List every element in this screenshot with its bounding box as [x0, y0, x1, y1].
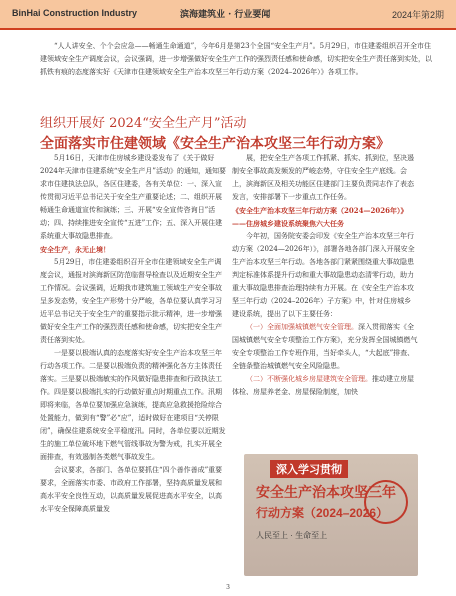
- plan-heading: 《安全生产治本攻坚三年行动方案（2024—2026年）》: [232, 206, 408, 215]
- body-paragraph: 今年初，国务院安委会印发《安全生产治本攻坚三年行动方案（2024—2026年）》，部署各地各部门深入开展安全生产治本攻坚三年行动。各地各部门紧紧围绕重大事故隐患判定标准体系提升行动和重大事故隐患动态清零行动，助力重大事故隐患排查治理持续有力开展。在《安全生产治本攻坚三年行动（2024–2026年）子方案》中，针对住房城乡建设系统，提出了以下主要任务：: [232, 232, 415, 318]
- plan-subheading: ——住房城乡建设系统聚焦六大任务: [232, 219, 344, 228]
- left-column: [40, 152, 226, 516]
- body-paragraph: 5月16日，天津市住房城乡建设委发布了《关于做好2024年天津市住建系统“安全生产月”活动》的通知，通知要求市住建执法总队，各区住建委，各有关单位：一、深入宣传贯彻习近平总书记关于安全生产重要论述；二、组织开展畅通生命通道宣传和演练；三、开展“安全宣传咨询日”活动；四、持续推进安全宣传“五进”工作；五、深入开展住建系统重大事故隐患排查。: [40, 154, 226, 240]
- task-text: 推动建立房屋体检、房屋养老金、房屋保险制度，加快: [232, 375, 414, 396]
- article-subheading: 全面落实市住建领域《安全生产治本攻坚三年行动方案》: [40, 136, 390, 152]
- header-issue-number: 2024年第2期: [391, 10, 444, 20]
- header-publication-name: BinHai Construction Industry: [12, 8, 138, 18]
- emblem-icon: [364, 480, 408, 524]
- task-label: （二）不断强化城乡房屋建筑安全管理。: [246, 375, 372, 383]
- banner-slogan: 人民至上 · 生命至上: [256, 531, 328, 540]
- right-column: [232, 152, 418, 399]
- section-callout: 安全生产，永无止境！: [40, 245, 110, 254]
- header-section-title: 滨海建筑业 · 行业要闻: [180, 10, 271, 20]
- intro-paragraph: “人人讲安全、个个会应急——畅通生命通道”，今年6月是第23个全国“安全生产月”。5月29日，市住建委组织召开全市住建领域安全生产调度会议，会议强调，进一步增强做好安全生产工作的强烈责任感和使命感，切实把安全生产责任落到实处，以抓铁有痕的态度落实好《天津市住建领域安全生产治本攻坚三年行动方案（2024–2026年）》各项工作。: [40, 42, 432, 76]
- page-header: [0, 0, 456, 28]
- body-paragraph: 5月29日，市住建委组织召开全市住建领域安全生产调度会议，通报对滨海新区防范临督导检查以及近期安全生产工作情况。会议强调，近期我市建筑施工领域生产安全事故呈多发态势，安全生产形势十分严峻，各单位要认真学习习近平总书记关于安全生产的重要指示批示精神，进一步增强做好安全生产工作的强烈责任感和使命感，切实把安全生产责任落到实处。: [40, 258, 222, 344]
- task-text: 深入贯彻落实《全国城镇燃气安全专项整治工作方案》，充分发挥全国城镇燃气安全专项整治工作专班作用，当好牵头人，“大起底”排查、全链条整治城镇燃气安全风险隐患。: [232, 323, 418, 370]
- body-paragraph: 会议要求，各部门、各单位要抓住“四个善作善成”重要要求，全面落实市委、市政府工作部署，坚持高质量发展和高水平安全良性互动，以高质量发展促进高水平安全，以高水平安全保障高质量发: [40, 466, 223, 513]
- banner-title: 安全生产治本攻坚三年: [256, 484, 396, 500]
- task-label: （一）全面加强城镇燃气安全管理。: [246, 323, 358, 331]
- banner-tagline: 深入学习贯彻: [270, 460, 348, 478]
- campaign-banner-image: [244, 454, 418, 576]
- header-divider: [0, 28, 456, 30]
- body-paragraph: 展，把安全生产各项工作抓紧、抓实、抓到位，坚决遏制安全事故高发频发的严峻态势，守住安全生产底线。会上，滨海新区及相关功能区住建部门主要负责同志作了表态发言，安排部署下一步重点工作任务。: [232, 154, 414, 201]
- task-item: [232, 321, 418, 373]
- task-item: [232, 373, 418, 399]
- article-heading: 组织开展好 2024“安全生产月”活动: [40, 116, 247, 131]
- page-number: 3: [226, 584, 230, 591]
- banner-subtitle: 行动方案（2024–2026）: [256, 506, 389, 520]
- body-paragraph: 一是要以极端认真的态度落实好安全生产治本攻坚三年行动各项工作。二是要以极端负责的精神强化各方主体责任落实。三是要以极端敏实的作风做好隐患排查和行政执法工作。四是要以极端扎实的行动做好重点时期重点工作。汛期即将来临，各单位要加强应急演练，提高应急救援抢险综合处置能力，做到有“警”必“应”，适时做好在建项目“关停限闭”，确保住建系统安全平稳度汛。同时，各单位要以近期发生的施工单位破坏地下燃气管线事故为警为戒，扎实开展全面排查，有效遏制各类燃气事故发生。: [40, 349, 226, 461]
